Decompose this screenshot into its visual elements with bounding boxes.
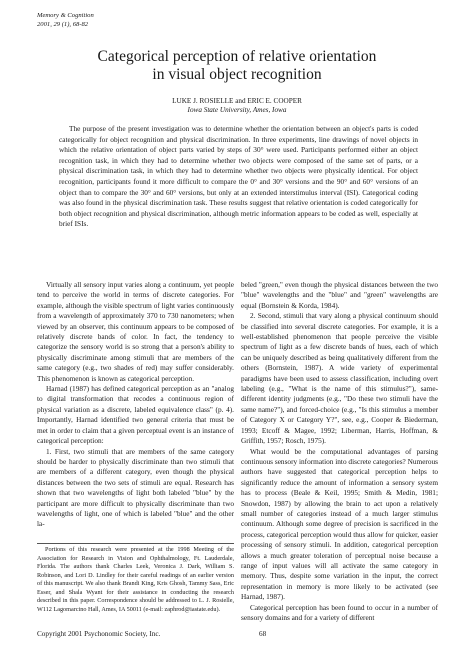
- copyright: Copyright 2001 Psychonomic Society, Inc.: [37, 630, 161, 638]
- article-title: [0, 48, 474, 83]
- footnote: Portions of this research were presented at the 1998 Meeting of the Association for Research in Vision and Ophthalmology, Ft. Lauderdale, Florida. The authors thank Charles Leek, Veronica J. Dark, William S. Robinson, and Lori D. Lindley for their careful readings of an earlier version of this manuscript. We also thank Brandi King, Kris Ghosh, Tammy Sass, Eric Esser, and Shala Wyant for their assistance in conducting the research described in this paper. Correspondence should be addressed to L. J. Rosielle, W112 Lagomarcino Hall, Ames, IA 50011 (e-mail: zaphrod@iastate.edu).: [37, 546, 234, 613]
- left-column: [37, 280, 234, 530]
- authors: LUKE J. ROSIELLE and ERIC E. COOPER: [172, 97, 302, 105]
- paragraph: beled "green," even though the physical distances between the two "blue" wavelengths and the "blue" and "green" wavelengths are equal (Bornstein & Korda, 1984).: [241, 280, 438, 310]
- title-line-2: in visual object recognition: [152, 65, 322, 83]
- journal-citation: 2001, 29 (1), 68-82: [37, 20, 89, 28]
- right-column: [241, 280, 438, 623]
- paragraph: What would be the computational advantages of parsing continuous sensory information into discrete categories? Numerous authors have suggested that categorical perception helps to significantly reduce the amount of information a sensory system has to process (Beale & Keil, 1995; Smith & Medin, 1981; Snowdon, 1987) by allowing the brain to act upon a relatively small number of categories instead of a much larger stimulus continuum. Although some degree of precision is sacrificed in the process, categorical perception would thus allow for quicker, easier processing of sensory stimuli. In addition, categorical perception allows a much greater toleration of perceptual noise because a range of input values will all activate the same category in memory. Thus, despite some variation in the input, the correct representation in memory is more likely to be activated (see Harnad, 1987).: [241, 446, 438, 602]
- journal-name: Memory & Cognition: [37, 12, 94, 19]
- journal-header: [37, 12, 94, 29]
- paragraph: Virtually all sensory input varies along a continuum, yet people tend to perceive the world in terms of discrete categories. For example, although the visible spectrum of light varies continuously from a wavelength of approximately 370 to 730 nanometers; when viewed by an observer, this continuum appears to be composed of relatively discrete bands of color. In fact, the tendency to categorize the sensory world is so strong that a person's ability to physically discriminate among stimuli that are members of the same category (e.g., two shades of red) may suffer considerably. This phenomenon is known as categorical perception.: [37, 280, 234, 383]
- paragraph: 2. Second, stimuli that vary along a physical continuum should be classified into several discrete categories. For example, it is a well-established phenomenon that people perceive the visible spectrum of light as a few discrete bands of hues, each of which can be uniquely described as being qualitatively different from the others (Bornstein, 1987). A wide variety of experimental paradigms have been used to assess classification, including overt labeling (e.g., "What is the name of this stimulus?"), same-different identity judgments (e.g., "Do these two stimuli have the same name?"), and forced-choice (e.g., "Is this stimulus a member of Category X or Category Y?", see, e.g., Cooper & Biederman, 1993; Etcoff & Magee, 1992; Liberman, Harris, Hoffman, & Griffith, 1957; Rosch, 1975).: [241, 311, 438, 446]
- paragraph: Categorical perception has been found to occur in a number of sensory domains and for a variety of different: [241, 602, 438, 622]
- title-line-1: Categorical perception of relative orientation: [97, 48, 377, 65]
- footnote-divider: [37, 543, 234, 544]
- paragraph: Harnad (1987) has defined categorical perception as an "analog to digital transformation that recodes a continuous region of physical variation as a discrete, labeled equivalence class" (p. 4). Importantly, Harnad identified two general criteria that must be met in order to claim that a given perceptual event is an instance of categorical perception:: [37, 384, 234, 446]
- abstract: The purpose of the present investigation was to determine whether the orientation between an object's parts is coded categorically for object recognition and physical discrimination. In three experiments, line drawings of novel objects in which the relative orientation of object parts varied by steps of 30° were used. Participants performed either an object recognition task, in which they had to determine whether two objects were composed of the same set of parts, or a physical discrimination task, in which they had to determine whether two objects were physically identical. For object recognition, participants found it more difficult to compare the 0° and 30° versions and the 90° and 60° versions of an object than to compare the 30° and 60° versions, but only at an extended interstimulus interval (ISI). Categorical coding was also found in the physical discrimination task. These results suggest that relative orientation is coded categorically for both object recognition and physical discrimination, although metric information appears to be coded as well, especially at brief ISIs.: [59, 124, 418, 229]
- affiliation: Iowa State University, Ames, Iowa: [187, 106, 287, 114]
- paragraph: 1. First, two stimuli that are members of the same category should be harder to physically discriminate than two stimuli that are members of a different category, even though the physical distances between the two sets of stimuli are equal. Research has shown that two wavelengths of light both labeled "blue" by the participant are more difficult to physically discriminate than two wavelengths of light, one of which is labeled "blue" and the other la-: [37, 446, 234, 529]
- page-number: 68: [259, 630, 267, 638]
